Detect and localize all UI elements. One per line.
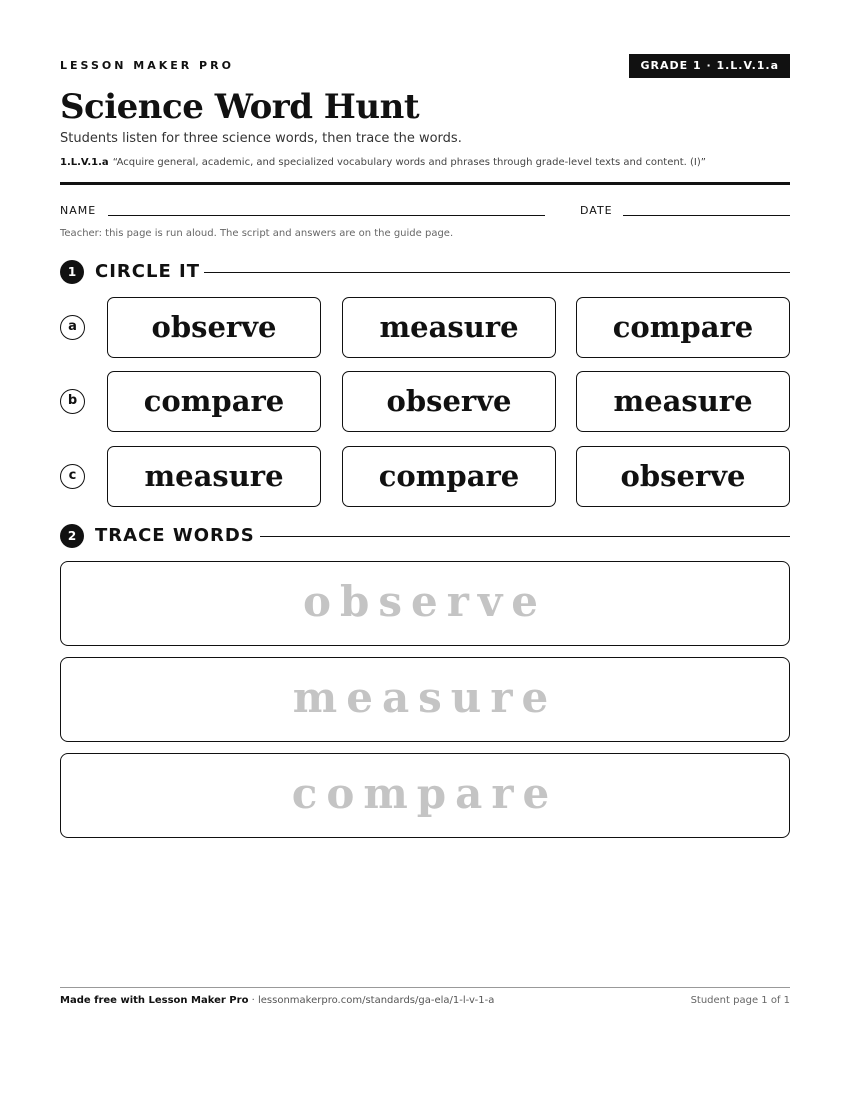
trace-word-box[interactable]: observe [60, 561, 790, 646]
standard-code: 1.L.V.1.a [60, 157, 109, 168]
section-number-2: 2 [60, 524, 84, 548]
trace-word-box[interactable]: compare [60, 753, 790, 838]
footer-divider [60, 987, 790, 988]
standard-line [60, 157, 706, 168]
worksheet-page [60, 0, 790, 1100]
word-choice[interactable]: compare [342, 446, 556, 507]
word-choice[interactable]: compare [576, 297, 790, 358]
section-circle-it-header [60, 259, 790, 285]
word-choice[interactable]: measure [576, 371, 790, 432]
trace-word-box[interactable]: measure [60, 657, 790, 742]
page-subtitle: Students listen for three science words, then trace the words. [60, 131, 462, 146]
date-label: DATE [580, 204, 613, 217]
word-choice[interactable]: measure [342, 297, 556, 358]
grade-badge: GRADE 1 · 1.L.V.1.a [629, 54, 790, 78]
footer-separator: · [248, 995, 258, 1006]
row-label-c: c [60, 464, 85, 489]
footer-credit [60, 995, 494, 1006]
date-field[interactable] [623, 215, 790, 216]
teacher-note: Teacher: this page is run aloud. The script and answers are on the guide page. [60, 228, 454, 239]
section-rule [204, 272, 790, 273]
section-rule [260, 536, 790, 537]
standard-text: “Acquire general, academic, and specialized vocabulary words and phrases through grade-level texts and content. (I)” [112, 157, 706, 168]
name-field[interactable] [108, 215, 545, 216]
word-choice[interactable]: observe [107, 297, 321, 358]
section-trace-words-header [60, 523, 790, 549]
footer-made-with: Made free with Lesson Maker Pro [60, 995, 249, 1006]
name-label: NAME [60, 204, 97, 217]
word-choice[interactable]: observe [576, 446, 790, 507]
page-title: Science Word Hunt [60, 87, 420, 127]
header-divider [60, 182, 790, 185]
footer-url[interactable]: lessonmakerpro.com/standards/ga-ela/1-l-v-1-a [257, 995, 495, 1006]
word-choice[interactable]: observe [342, 371, 556, 432]
footer-page-label: Student page 1 of 1 [690, 995, 790, 1006]
brand-name: LESSON MAKER PRO [60, 59, 234, 72]
section-title-circle-it: CIRCLE IT [95, 261, 200, 282]
row-label-b: b [60, 389, 85, 414]
word-choice[interactable]: compare [107, 371, 321, 432]
section-title-trace-words: TRACE WORDS [95, 525, 255, 546]
section-number-1: 1 [60, 260, 84, 284]
word-choice[interactable]: measure [107, 446, 321, 507]
row-label-a: a [60, 315, 85, 340]
